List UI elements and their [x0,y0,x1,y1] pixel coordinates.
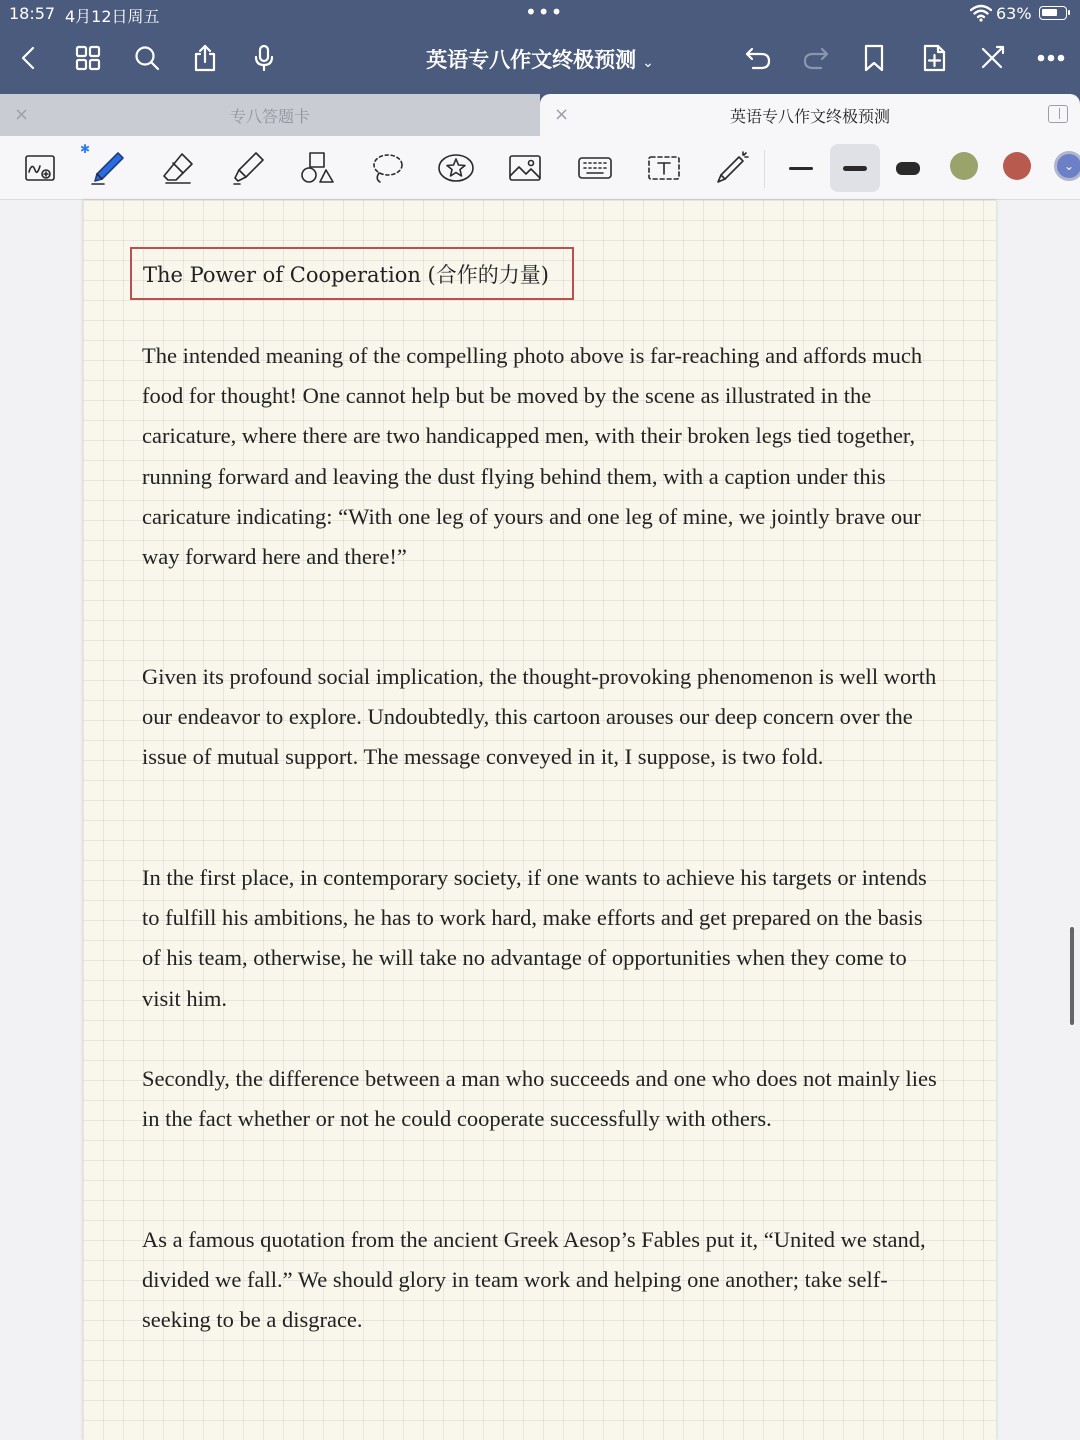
back-icon[interactable] [13,42,45,74]
highlighter-icon[interactable] [226,146,270,190]
vertical-scrollbar[interactable] [1070,927,1074,1025]
chevron-down-icon: ⌄ [642,55,654,71]
status-bar [0,0,1080,28]
tab-close-icon[interactable]: × [554,104,570,125]
tab-essay-prediction[interactable] [540,94,1080,136]
essay-title: The Power of Cooperation (合作的力量) [130,247,574,300]
grid-icon[interactable] [72,42,104,74]
pen-icon[interactable] [86,146,130,190]
tab-label: 英语专八作文终极预测 [729,106,890,126]
color-olive-swatch[interactable] [950,152,978,180]
essay-paragraph: Secondly, the difference between a man who succeeds and one who does not mainly lies in the fact whether or not he could cooperate successfully with others. [142,1066,937,1132]
shapes-icon[interactable] [296,146,340,190]
color-red-swatch[interactable] [1003,152,1031,180]
top-bar [0,0,1080,94]
tab-answer-sheet[interactable] [0,94,540,136]
search-icon[interactable] [131,42,163,74]
battery-icon [1039,6,1067,20]
redo-icon[interactable] [800,42,832,74]
handwriting-zoom-icon[interactable] [18,146,62,190]
stroke-medium-button[interactable] [830,144,880,192]
essay-paragraph: In the first place, in contemporary society, if one wants to achieve his targets or intends to fulfill his ambitions, he has to work hard, make efforts and get prepared on the basis of his team, otherwise, he will take no advantage of opportunities when they come to visit him. [142,865,927,1011]
essay-paragraph: Given its profound social implication, the thought-provoking phenomenon is well worth our endeavor to explore. Undoubtedly, this cartoon arouses our deep concern over the issue of mutual support. The message conveyed in it, I suppose, is two fold. [142,664,937,770]
grid-paper-page[interactable] [83,200,996,1440]
color-picker-button[interactable]: ⌄ [1054,151,1080,181]
eraser-icon[interactable] [156,146,200,190]
sticker-icon[interactable] [434,146,478,190]
tab-bar [0,94,1080,136]
more-icon[interactable] [1035,42,1067,74]
text-box-icon[interactable] [642,146,686,190]
tab-label: 专八答题卡 [229,106,310,126]
wifi-icon [970,4,992,22]
close-icon[interactable] [976,42,1008,74]
notebook-canvas[interactable] [0,200,1080,1440]
document-title: 英语专八作文终极预测 [426,48,637,72]
bookmark-icon[interactable] [858,42,890,74]
essay-paragraph: The intended meaning of the compelling photo above is far-reaching and affords much food for thought! One cannot help but be moved by the scene as illustrated in the caricature, where there are two handicapped men, with their broken legs tied together, running forward and leaving the dust flying behind them, with a caption under this caricature indicating: “With one leg of yours and one leg of mine, we jointly brave our way forward here and there!” [142,343,923,570]
laser-pointer-icon[interactable] [710,146,754,190]
status-date: 4月12日周五 [65,7,160,26]
share-icon[interactable] [189,42,221,74]
image-icon[interactable] [503,146,547,190]
essay-paragraph: As a famous quotation from the ancient Greek Aesop’s Fables put it, “United we stand, divided we fall.” We should glory in team work and helping one another; take self-seeking to be a disgrace. [142,1227,926,1333]
split-view-icon[interactable] [1048,105,1068,123]
keyboard-icon[interactable] [573,146,617,190]
multitasking-dots[interactable]: ••• [525,0,564,24]
toolbar-divider [764,150,765,188]
status-time: 18:57 [9,4,56,23]
add-page-icon[interactable] [918,42,950,74]
stroke-thick-button[interactable] [883,144,933,192]
bluetooth-icon: ✱ [80,142,91,156]
stroke-thin-button[interactable] [776,144,826,192]
microphone-icon[interactable] [248,42,280,74]
tab-close-icon[interactable]: × [14,104,30,125]
lasso-icon[interactable] [365,146,409,190]
undo-icon[interactable] [742,42,774,74]
document-title-menu[interactable] [380,44,700,74]
battery-percent: 63% [996,4,1032,23]
drawing-toolbar [0,136,1080,200]
